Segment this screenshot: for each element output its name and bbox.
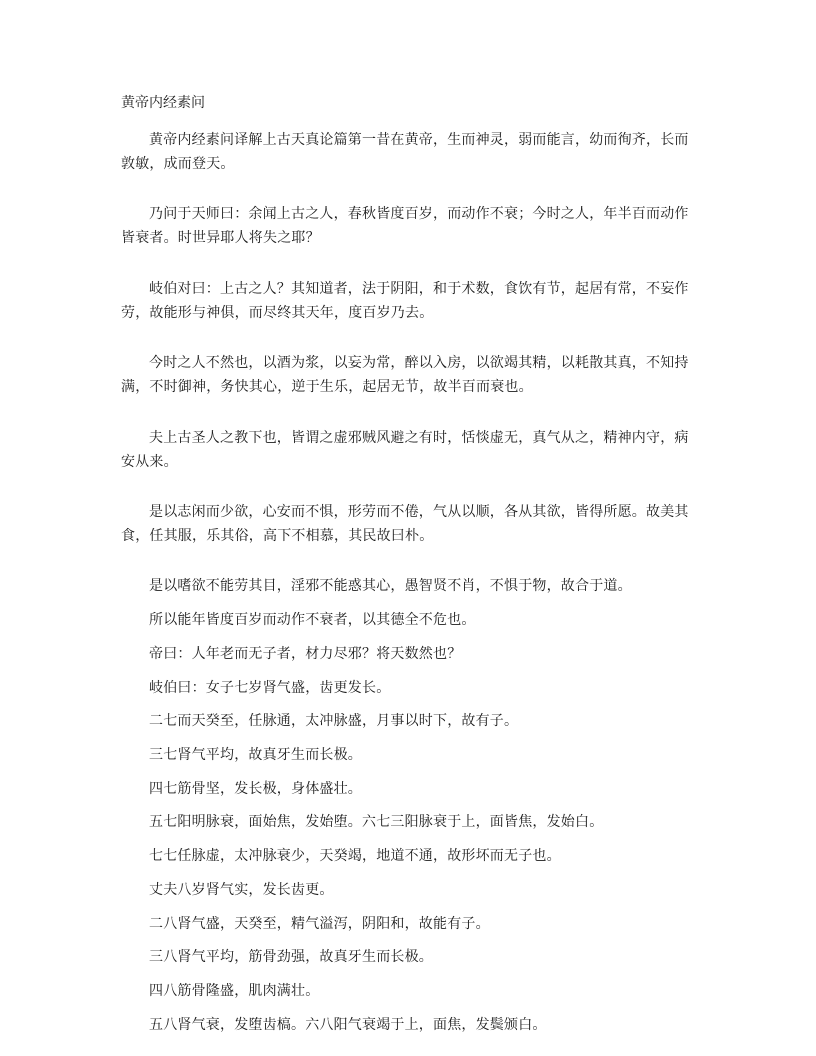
paragraph: 夫上古圣人之教下也，皆谓之虚邪贼风避之有时，恬惔虚无，真气从之，精神内守，病安从来。: [121, 429, 689, 470]
paragraph: 今时之人不然也，以酒为浆，以妄为常，醉以入房，以欲竭其精，以耗散其真，不知持满，不时御神，务快其心，逆于生乐，起居无节，故半百而衰也。: [121, 355, 689, 396]
paragraph: 七七任脉虚，太冲脉衰少，天癸竭，地道不通，故形坏而无子也。: [149, 848, 561, 865]
paragraph: 二八肾气盛，天癸至，精气溢泻，阴阳和，故能有子。: [149, 915, 490, 932]
paragraph: 乃问于天师曰：余闻上古之人，春秋皆度百岁，而动作不衰；今时之人，年半百而动作皆衰者。时世异耶人将失之耶？: [121, 206, 689, 247]
document-title: 黄帝内经素问: [121, 95, 205, 111]
paragraph: 丈夫八岁肾气实，发长齿更。: [149, 881, 334, 898]
paragraph: 二七而天癸至，任脉通，太冲脉盛，月事以时下，故有子。: [149, 713, 519, 730]
paragraph: 是以嗜欲不能劳其目，淫邪不能惑其心，愚智贤不肖，不惧于物，故合于道。: [149, 578, 632, 595]
paragraph: 四七筋骨坚，发长极，身体盛壮。: [149, 780, 362, 797]
paragraph: 岐伯对曰：上古之人？其知道者，法于阴阳，和于术数，食饮有节，起居有常，不妄作劳，故能形与神俱，而尽终其天年，度百岁乃去。: [121, 280, 689, 321]
paragraph: 四八筋骨隆盛，肌肉满壮。: [149, 983, 320, 1000]
paragraph: 帝曰：人年老而无子者，材力尽邪？将天数然也？: [149, 645, 462, 662]
paragraph: 三七肾气平均，故真牙生而长极。: [149, 747, 362, 764]
paragraph: 所以能年皆度百岁而动作不衰者，以其德全不危也。: [149, 612, 476, 629]
paragraph: 五七阳明脉衰，面始焦，发始堕。六七三阳脉衰于上，面皆焦，发始白。: [149, 814, 604, 831]
paragraph: 五八肾气衰，发堕齿槁。六八阳气衰竭于上，面焦，发鬓颁白。: [149, 1016, 547, 1033]
paragraph: 岐伯曰：女子七岁肾气盛，齿更发长。: [149, 679, 391, 696]
paragraph: 三八肾气平均，筋骨劲强，故真牙生而长极。: [149, 949, 433, 966]
paragraph: 黄帝内经素问译解上古天真论篇第一昔在黄帝，生而神灵，弱而能言，幼而徇齐，长而敦敏，成而登天。: [121, 132, 689, 172]
paragraph: 是以志闲而少欲，心安而不惧，形劳而不倦，气从以顺，各从其欲，皆得所愿。故美其食，任其服，乐其俗，高下不相慕，其民故曰朴。: [121, 504, 689, 545]
